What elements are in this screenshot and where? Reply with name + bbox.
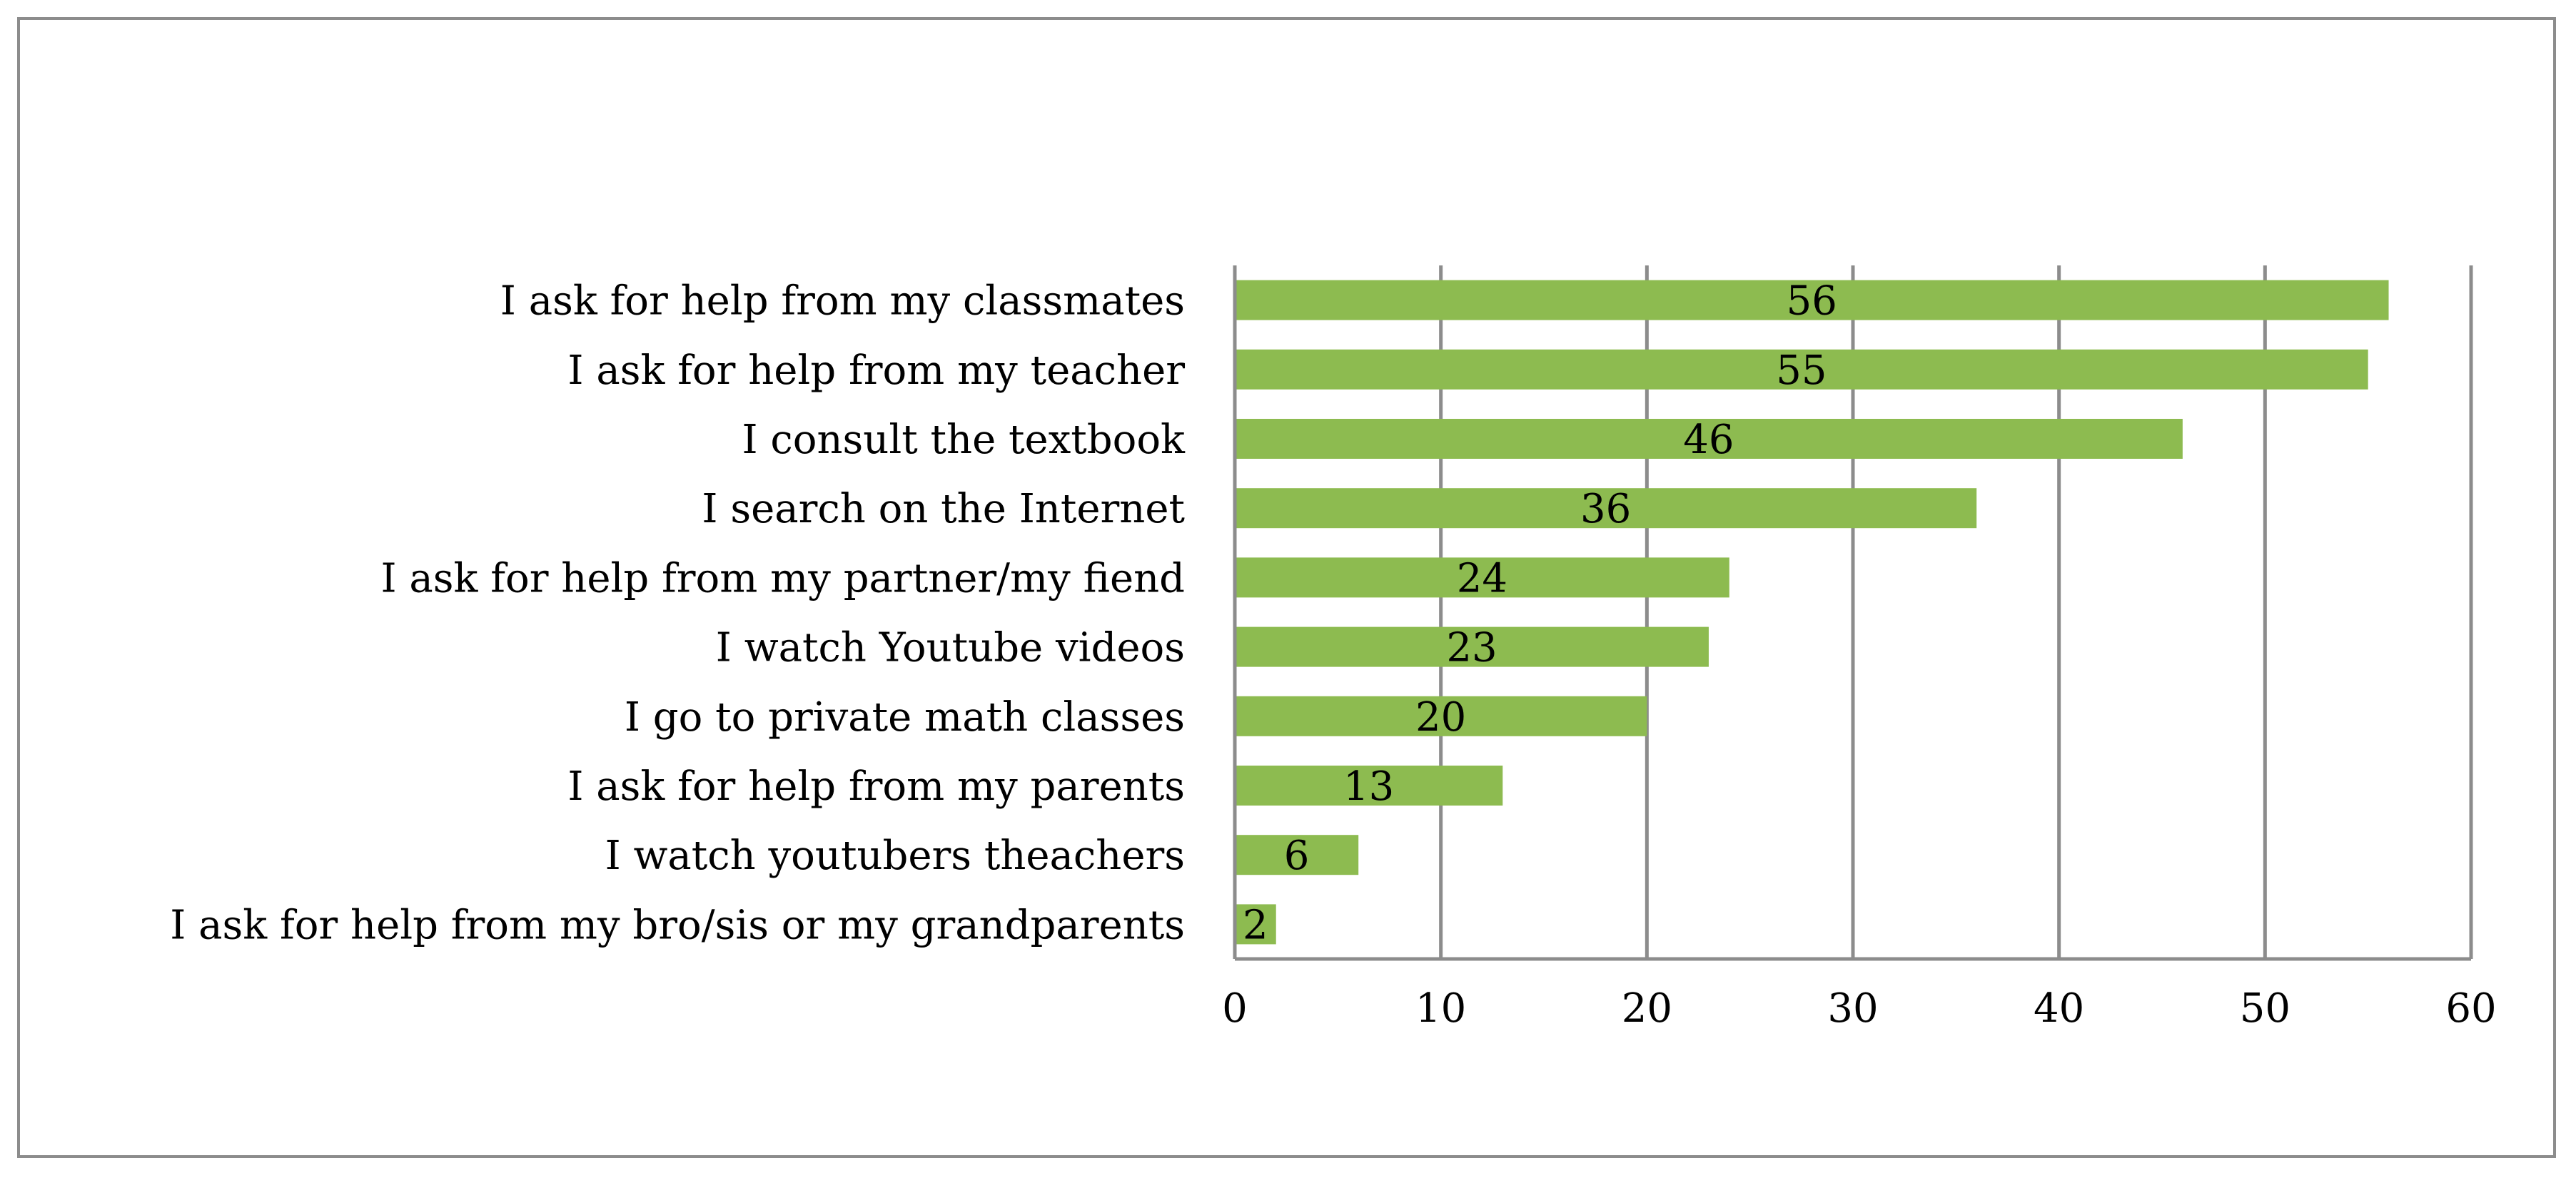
data-label-10: 2: [1243, 902, 1268, 949]
data-label-5: 24: [1456, 555, 1508, 602]
x-tick-label-50: 50: [2239, 985, 2290, 1032]
data-label-3: 46: [1683, 417, 1734, 463]
x-tick-label-30: 30: [1827, 985, 1879, 1032]
x-tick-label-40: 40: [2034, 985, 2085, 1032]
category-label-5: I ask for help from my partner/my fiend: [380, 555, 1185, 602]
category-label-2: I ask for help from my teacher: [567, 347, 1185, 394]
category-label-9: I watch youtubers theachers: [605, 833, 1185, 880]
category-label-3: I consult the textbook: [742, 417, 1185, 463]
category-label-1: I ask for help from my classmates: [500, 278, 1185, 325]
data-label-8: 13: [1343, 763, 1395, 810]
x-tick-label-20: 20: [1621, 985, 1672, 1032]
category-label-8: I ask for help from my parents: [567, 763, 1185, 810]
data-label-1: 56: [1786, 278, 1837, 325]
x-tick-label-10: 10: [1415, 985, 1467, 1032]
data-label-4: 36: [1580, 486, 1632, 533]
data-label-6: 23: [1446, 624, 1497, 671]
x-tick-label-60: 60: [2445, 985, 2497, 1032]
category-label-10: I ask for help from my bro/sis or my grandparents: [170, 902, 1185, 949]
category-label-7: I go to private math classes: [624, 694, 1185, 741]
data-label-2: 55: [1776, 347, 1827, 394]
x-tick-label-0: 0: [1222, 985, 1248, 1032]
category-label-4: I search on the Internet: [702, 486, 1185, 533]
data-label-9: 6: [1283, 833, 1310, 880]
category-label-6: I watch Youtube videos: [715, 624, 1185, 671]
data-label-7: 20: [1415, 694, 1467, 741]
